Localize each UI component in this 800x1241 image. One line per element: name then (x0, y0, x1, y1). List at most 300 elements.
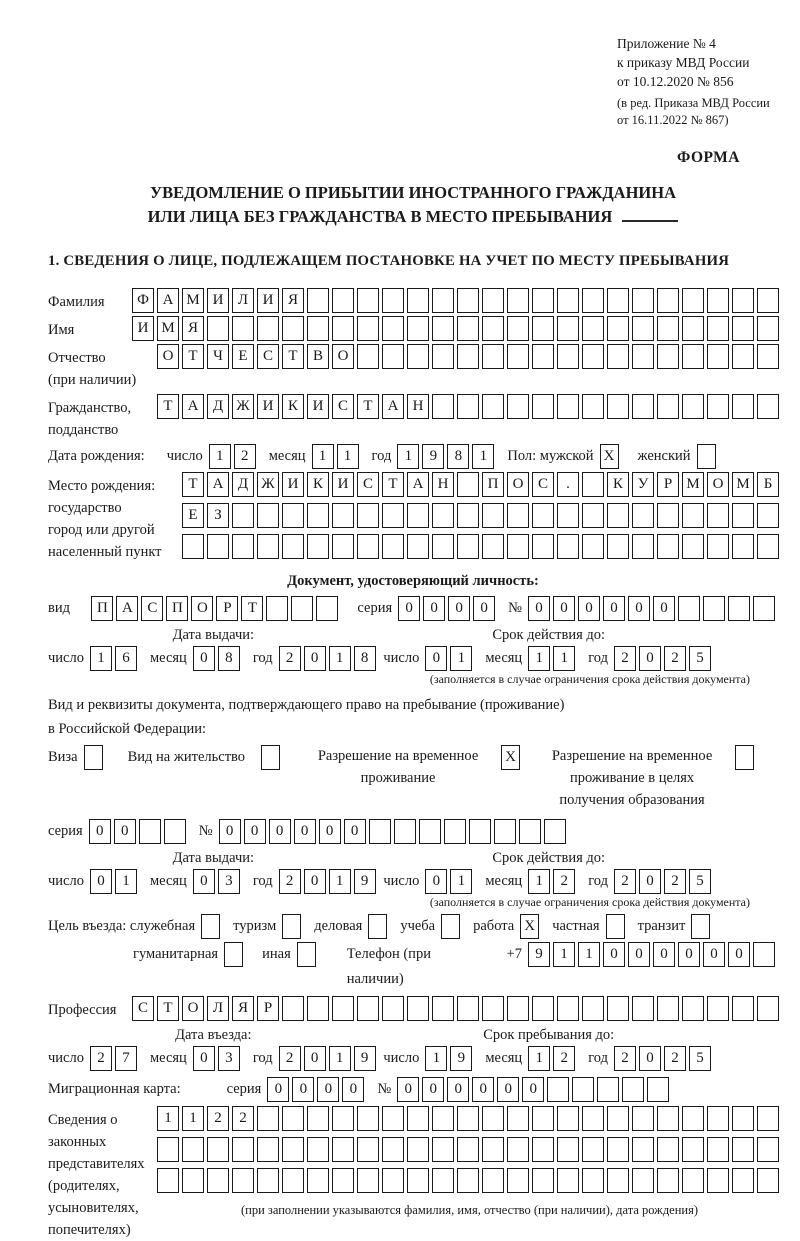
char-cell[interactable] (482, 316, 504, 341)
char-cell[interactable] (532, 316, 554, 341)
char-cell[interactable]: А (382, 394, 404, 419)
char-cell[interactable]: 3 (218, 869, 240, 894)
char-cell[interactable] (728, 596, 750, 621)
char-cell[interactable] (657, 1106, 679, 1131)
char-cell[interactable] (507, 316, 529, 341)
char-cell[interactable] (332, 1106, 354, 1131)
char-cell[interactable]: Ж (232, 394, 254, 419)
char-cell[interactable]: 0 (628, 596, 650, 621)
char-cell[interactable] (557, 316, 579, 341)
char-cell[interactable] (332, 1168, 354, 1193)
char-cell[interactable] (432, 1168, 454, 1193)
char-cell[interactable] (232, 316, 254, 341)
visa-checkbox[interactable] (84, 745, 103, 770)
char-cell[interactable]: Т (357, 394, 379, 419)
char-cell[interactable] (407, 503, 429, 528)
char-cell[interactable]: 2 (614, 646, 636, 671)
char-cell[interactable] (157, 1168, 179, 1193)
char-cell[interactable] (682, 534, 704, 559)
char-cell[interactable]: Р (257, 996, 279, 1021)
char-cell[interactable]: П (482, 472, 504, 497)
char-cell[interactable]: С (332, 394, 354, 419)
char-cell[interactable]: 2 (232, 1106, 254, 1131)
purpose-private-checkbox[interactable] (606, 914, 625, 939)
char-cell[interactable]: 0 (397, 1077, 419, 1102)
char-cell[interactable]: 0 (497, 1077, 519, 1102)
char-cell[interactable] (632, 996, 654, 1021)
char-cell[interactable]: 6 (115, 646, 137, 671)
char-cell[interactable] (432, 534, 454, 559)
char-cell[interactable] (757, 1168, 779, 1193)
char-cell[interactable] (757, 288, 779, 313)
char-cell[interactable] (482, 1168, 504, 1193)
char-cell[interactable] (457, 503, 479, 528)
char-cell[interactable]: 1 (425, 1046, 447, 1071)
char-cell[interactable]: Р (657, 472, 679, 497)
char-cell[interactable]: С (257, 344, 279, 369)
char-cell[interactable] (432, 394, 454, 419)
char-cell[interactable]: 1 (329, 646, 351, 671)
char-cell[interactable]: 2 (207, 1106, 229, 1131)
char-cell[interactable] (257, 503, 279, 528)
char-cell[interactable] (632, 1168, 654, 1193)
char-cell[interactable]: 1 (115, 869, 137, 894)
char-cell[interactable] (753, 942, 775, 967)
char-cell[interactable]: 0 (603, 942, 625, 967)
char-cell[interactable]: И (207, 288, 229, 313)
purpose-tourism-checkbox[interactable] (282, 914, 301, 939)
char-cell[interactable] (507, 1106, 529, 1131)
char-cell[interactable] (432, 288, 454, 313)
char-cell[interactable] (357, 1137, 379, 1162)
char-cell[interactable] (357, 344, 379, 369)
char-cell[interactable] (582, 996, 604, 1021)
char-cell[interactable]: 0 (447, 1077, 469, 1102)
char-cell[interactable] (707, 344, 729, 369)
char-cell[interactable]: Ж (257, 472, 279, 497)
char-cell[interactable]: 5 (689, 646, 711, 671)
char-cell[interactable] (207, 1168, 229, 1193)
char-cell[interactable] (632, 1106, 654, 1131)
char-cell[interactable]: И (257, 288, 279, 313)
char-cell[interactable] (382, 996, 404, 1021)
char-cell[interactable] (457, 316, 479, 341)
char-cell[interactable] (682, 394, 704, 419)
char-cell[interactable] (394, 819, 416, 844)
char-cell[interactable] (357, 1106, 379, 1131)
char-cell[interactable] (757, 316, 779, 341)
char-cell[interactable]: 0 (422, 1077, 444, 1102)
char-cell[interactable]: 1 (450, 646, 472, 671)
char-cell[interactable]: Л (207, 996, 229, 1021)
purpose-work-checkbox[interactable]: X (520, 914, 539, 939)
char-cell[interactable]: С (357, 472, 379, 497)
char-cell[interactable]: М (732, 472, 754, 497)
char-cell[interactable]: 0 (473, 596, 495, 621)
char-cell[interactable] (164, 819, 186, 844)
char-cell[interactable]: О (182, 996, 204, 1021)
char-cell[interactable] (632, 1137, 654, 1162)
char-cell[interactable] (382, 1137, 404, 1162)
char-cell[interactable] (307, 288, 329, 313)
char-cell[interactable]: Т (182, 344, 204, 369)
residence-permit-checkbox[interactable] (261, 745, 280, 770)
char-cell[interactable] (582, 344, 604, 369)
char-cell[interactable] (707, 534, 729, 559)
char-cell[interactable] (457, 1137, 479, 1162)
char-cell[interactable] (382, 1106, 404, 1131)
char-cell[interactable]: И (332, 472, 354, 497)
char-cell[interactable]: 9 (422, 444, 444, 469)
char-cell[interactable]: 2 (234, 444, 256, 469)
char-cell[interactable]: 0 (678, 942, 700, 967)
char-cell[interactable] (544, 819, 566, 844)
char-cell[interactable]: А (157, 288, 179, 313)
char-cell[interactable]: А (407, 472, 429, 497)
char-cell[interactable]: 0 (193, 1046, 215, 1071)
char-cell[interactable] (482, 394, 504, 419)
char-cell[interactable]: 1 (578, 942, 600, 967)
char-cell[interactable] (647, 1077, 669, 1102)
char-cell[interactable] (532, 1106, 554, 1131)
char-cell[interactable]: 9 (450, 1046, 472, 1071)
char-cell[interactable] (182, 1137, 204, 1162)
char-cell[interactable] (444, 819, 466, 844)
char-cell[interactable]: В (307, 344, 329, 369)
char-cell[interactable]: Т (157, 996, 179, 1021)
char-cell[interactable] (482, 1137, 504, 1162)
char-cell[interactable] (607, 344, 629, 369)
char-cell[interactable] (482, 534, 504, 559)
char-cell[interactable] (407, 996, 429, 1021)
char-cell[interactable] (357, 1168, 379, 1193)
char-cell[interactable] (357, 316, 379, 341)
char-cell[interactable] (307, 1106, 329, 1131)
char-cell[interactable] (707, 1106, 729, 1131)
char-cell[interactable] (369, 819, 391, 844)
char-cell[interactable]: 1 (528, 869, 550, 894)
char-cell[interactable] (507, 344, 529, 369)
char-cell[interactable]: 2 (664, 869, 686, 894)
char-cell[interactable] (632, 344, 654, 369)
char-cell[interactable] (316, 596, 338, 621)
char-cell[interactable] (207, 534, 229, 559)
char-cell[interactable] (607, 503, 629, 528)
char-cell[interactable] (407, 1106, 429, 1131)
char-cell[interactable] (139, 819, 161, 844)
char-cell[interactable]: 2 (90, 1046, 112, 1071)
char-cell[interactable] (507, 503, 529, 528)
char-cell[interactable] (657, 534, 679, 559)
char-cell[interactable]: 0 (269, 819, 291, 844)
char-cell[interactable]: О (157, 344, 179, 369)
char-cell[interactable]: 0 (319, 819, 341, 844)
char-cell[interactable]: А (207, 472, 229, 497)
char-cell[interactable] (482, 503, 504, 528)
char-cell[interactable] (282, 316, 304, 341)
char-cell[interactable]: 8 (218, 646, 240, 671)
char-cell[interactable]: 0 (603, 596, 625, 621)
char-cell[interactable]: 7 (115, 1046, 137, 1071)
char-cell[interactable]: 3 (218, 1046, 240, 1071)
char-cell[interactable]: 0 (114, 819, 136, 844)
char-cell[interactable]: 0 (304, 1046, 326, 1071)
char-cell[interactable] (582, 1168, 604, 1193)
char-cell[interactable] (482, 344, 504, 369)
char-cell[interactable]: О (707, 472, 729, 497)
char-cell[interactable] (582, 472, 604, 497)
char-cell[interactable] (732, 503, 754, 528)
char-cell[interactable] (632, 394, 654, 419)
char-cell[interactable]: П (91, 596, 113, 621)
char-cell[interactable] (282, 1168, 304, 1193)
char-cell[interactable] (582, 1106, 604, 1131)
char-cell[interactable] (407, 344, 429, 369)
char-cell[interactable]: Т (282, 344, 304, 369)
char-cell[interactable]: 0 (423, 596, 445, 621)
char-cell[interactable]: Ф (132, 288, 154, 313)
char-cell[interactable] (557, 1137, 579, 1162)
char-cell[interactable]: 0 (639, 1046, 661, 1071)
char-cell[interactable] (632, 534, 654, 559)
char-cell[interactable]: 1 (90, 646, 112, 671)
char-cell[interactable] (232, 1137, 254, 1162)
char-cell[interactable] (207, 316, 229, 341)
char-cell[interactable]: 1 (157, 1106, 179, 1131)
char-cell[interactable] (419, 819, 441, 844)
char-cell[interactable] (432, 996, 454, 1021)
char-cell[interactable] (682, 996, 704, 1021)
char-cell[interactable]: 8 (354, 646, 376, 671)
char-cell[interactable] (332, 996, 354, 1021)
char-cell[interactable]: 0 (344, 819, 366, 844)
char-cell[interactable]: 0 (317, 1077, 339, 1102)
char-cell[interactable]: 0 (639, 869, 661, 894)
char-cell[interactable]: 1 (182, 1106, 204, 1131)
char-cell[interactable]: Т (157, 394, 179, 419)
char-cell[interactable] (657, 1168, 679, 1193)
char-cell[interactable] (707, 288, 729, 313)
char-cell[interactable]: 2 (553, 869, 575, 894)
char-cell[interactable]: 1 (472, 444, 494, 469)
char-cell[interactable] (382, 288, 404, 313)
char-cell[interactable]: 1 (553, 942, 575, 967)
char-cell[interactable] (507, 1168, 529, 1193)
char-cell[interactable] (682, 316, 704, 341)
char-cell[interactable]: 1 (528, 1046, 550, 1071)
char-cell[interactable] (557, 1168, 579, 1193)
char-cell[interactable] (682, 1168, 704, 1193)
char-cell[interactable]: 0 (89, 819, 111, 844)
char-cell[interactable] (482, 996, 504, 1021)
char-cell[interactable] (757, 996, 779, 1021)
char-cell[interactable]: С (141, 596, 163, 621)
char-cell[interactable]: 2 (279, 1046, 301, 1071)
char-cell[interactable] (582, 1137, 604, 1162)
char-cell[interactable]: Ч (207, 344, 229, 369)
char-cell[interactable] (632, 316, 654, 341)
char-cell[interactable]: З (207, 503, 229, 528)
char-cell[interactable] (232, 1168, 254, 1193)
char-cell[interactable]: У (632, 472, 654, 497)
sex-female-checkbox[interactable] (697, 444, 716, 469)
char-cell[interactable] (282, 1106, 304, 1131)
char-cell[interactable] (457, 472, 479, 497)
char-cell[interactable]: Т (382, 472, 404, 497)
char-cell[interactable] (382, 316, 404, 341)
char-cell[interactable]: 0 (472, 1077, 494, 1102)
char-cell[interactable] (494, 819, 516, 844)
char-cell[interactable]: 0 (193, 869, 215, 894)
char-cell[interactable]: Н (432, 472, 454, 497)
char-cell[interactable]: 2 (664, 646, 686, 671)
char-cell[interactable] (557, 288, 579, 313)
char-cell[interactable] (732, 344, 754, 369)
char-cell[interactable] (382, 1168, 404, 1193)
char-cell[interactable] (532, 996, 554, 1021)
char-cell[interactable] (682, 503, 704, 528)
char-cell[interactable] (607, 316, 629, 341)
char-cell[interactable] (657, 996, 679, 1021)
char-cell[interactable]: Р (216, 596, 238, 621)
char-cell[interactable] (757, 503, 779, 528)
char-cell[interactable]: 0 (425, 869, 447, 894)
char-cell[interactable] (707, 996, 729, 1021)
char-cell[interactable]: А (116, 596, 138, 621)
char-cell[interactable] (732, 1137, 754, 1162)
char-cell[interactable] (469, 819, 491, 844)
purpose-study-checkbox[interactable] (441, 914, 460, 939)
char-cell[interactable] (557, 534, 579, 559)
char-cell[interactable] (432, 1137, 454, 1162)
char-cell[interactable] (357, 288, 379, 313)
char-cell[interactable]: 2 (614, 1046, 636, 1071)
char-cell[interactable]: 0 (578, 596, 600, 621)
char-cell[interactable] (382, 503, 404, 528)
char-cell[interactable] (257, 1137, 279, 1162)
char-cell[interactable]: 0 (425, 646, 447, 671)
char-cell[interactable] (607, 1106, 629, 1131)
char-cell[interactable] (582, 503, 604, 528)
char-cell[interactable] (457, 394, 479, 419)
char-cell[interactable]: К (307, 472, 329, 497)
char-cell[interactable] (457, 1106, 479, 1131)
char-cell[interactable]: 0 (528, 596, 550, 621)
char-cell[interactable]: 0 (292, 1077, 314, 1102)
char-cell[interactable]: . (557, 472, 579, 497)
char-cell[interactable] (532, 503, 554, 528)
char-cell[interactable]: 2 (614, 869, 636, 894)
char-cell[interactable]: 0 (703, 942, 725, 967)
char-cell[interactable] (557, 503, 579, 528)
char-cell[interactable] (557, 344, 579, 369)
purpose-official-checkbox[interactable] (201, 914, 220, 939)
char-cell[interactable] (632, 288, 654, 313)
char-cell[interactable]: Я (232, 996, 254, 1021)
char-cell[interactable] (457, 996, 479, 1021)
char-cell[interactable] (572, 1077, 594, 1102)
char-cell[interactable]: Е (182, 503, 204, 528)
char-cell[interactable] (332, 534, 354, 559)
char-cell[interactable]: 1 (329, 869, 351, 894)
char-cell[interactable]: Л (232, 288, 254, 313)
char-cell[interactable] (282, 503, 304, 528)
char-cell[interactable] (757, 344, 779, 369)
char-cell[interactable]: Я (282, 288, 304, 313)
char-cell[interactable] (207, 1137, 229, 1162)
char-cell[interactable]: 1 (528, 646, 550, 671)
char-cell[interactable] (597, 1077, 619, 1102)
char-cell[interactable] (532, 1168, 554, 1193)
char-cell[interactable]: М (157, 316, 179, 341)
char-cell[interactable]: 9 (354, 869, 376, 894)
purpose-transit-checkbox[interactable] (691, 914, 710, 939)
char-cell[interactable] (757, 534, 779, 559)
char-cell[interactable] (407, 1137, 429, 1162)
char-cell[interactable] (582, 288, 604, 313)
char-cell[interactable]: Д (207, 394, 229, 419)
char-cell[interactable] (382, 344, 404, 369)
char-cell[interactable] (757, 1106, 779, 1131)
char-cell[interactable] (482, 288, 504, 313)
char-cell[interactable] (607, 534, 629, 559)
char-cell[interactable] (657, 394, 679, 419)
char-cell[interactable]: М (682, 472, 704, 497)
char-cell[interactable] (482, 1106, 504, 1131)
char-cell[interactable]: 0 (90, 869, 112, 894)
char-cell[interactable]: 1 (397, 444, 419, 469)
char-cell[interactable] (622, 1077, 644, 1102)
char-cell[interactable] (707, 503, 729, 528)
char-cell[interactable]: 8 (447, 444, 469, 469)
char-cell[interactable]: А (182, 394, 204, 419)
char-cell[interactable] (607, 394, 629, 419)
temp-residence-checkbox[interactable]: X (501, 745, 520, 770)
char-cell[interactable]: 0 (342, 1077, 364, 1102)
char-cell[interactable] (657, 344, 679, 369)
char-cell[interactable] (357, 503, 379, 528)
char-cell[interactable] (457, 1168, 479, 1193)
char-cell[interactable] (307, 1168, 329, 1193)
char-cell[interactable] (307, 503, 329, 528)
char-cell[interactable] (703, 596, 725, 621)
char-cell[interactable]: 1 (553, 646, 575, 671)
char-cell[interactable] (557, 394, 579, 419)
char-cell[interactable] (332, 503, 354, 528)
char-cell[interactable]: 1 (337, 444, 359, 469)
char-cell[interactable]: 0 (267, 1077, 289, 1102)
char-cell[interactable] (432, 344, 454, 369)
char-cell[interactable] (607, 1168, 629, 1193)
char-cell[interactable]: 2 (279, 646, 301, 671)
char-cell[interactable]: И (307, 394, 329, 419)
char-cell[interactable]: И (257, 394, 279, 419)
purpose-business-checkbox[interactable] (368, 914, 387, 939)
char-cell[interactable] (507, 996, 529, 1021)
char-cell[interactable] (582, 534, 604, 559)
char-cell[interactable] (457, 288, 479, 313)
char-cell[interactable]: 0 (628, 942, 650, 967)
char-cell[interactable]: 2 (553, 1046, 575, 1071)
char-cell[interactable] (282, 1137, 304, 1162)
purpose-other-checkbox[interactable] (297, 942, 316, 967)
char-cell[interactable]: 5 (689, 1046, 711, 1071)
char-cell[interactable]: 0 (398, 596, 420, 621)
char-cell[interactable] (732, 288, 754, 313)
char-cell[interactable] (657, 316, 679, 341)
char-cell[interactable] (732, 534, 754, 559)
char-cell[interactable] (732, 316, 754, 341)
